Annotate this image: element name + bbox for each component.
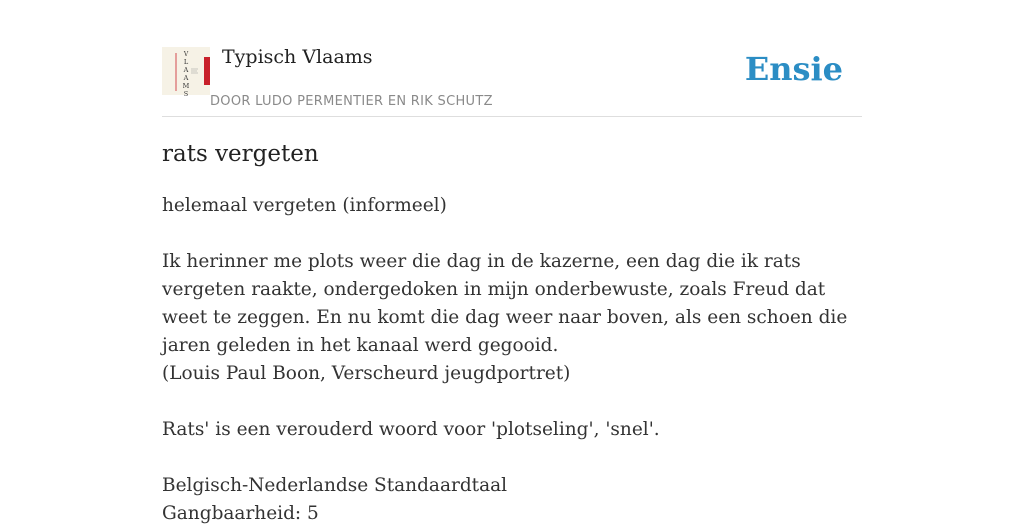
dictionary-entry <box>162 138 862 528</box>
logo-letter: A <box>183 74 189 82</box>
logo-letter: V <box>183 51 189 58</box>
entry-body: helemaal vergeten (informeel) Ik herinner me plots weer die dag in de kazerne, een dag die ik rats vergeten raakte, ondergedoken in mijn onderbewuste, zoals Freud dat weet te zeggen. En nu komt die dag weer naar boven, als een schoen die jaren geleden in het kanaal werd gegooid. (Louis Paul Boon, Verscheurd jeugdportret) Rats' is een verouderd woord voor 'plotseling', 'snel'. Belgisch-Nederlandse Standaardtaal Gangbaarheid: 5 <box>162 195 848 524</box>
logo-letter: S <box>183 90 189 98</box>
ensie-logo-link[interactable]: Ensie <box>744 50 843 88</box>
book-cover-graphic <box>162 47 210 98</box>
entry-title: rats vergeten <box>162 141 319 167</box>
logo-letter: M <box>182 82 190 90</box>
logo-letter: L <box>183 58 189 66</box>
logo-letter: A <box>183 66 189 74</box>
book-authors: DOOR LUDO PERMENTIER EN RIK SCHUTZ <box>210 94 493 109</box>
book-title[interactable]: Typisch Vlaams <box>222 46 373 68</box>
book-header <box>162 44 862 117</box>
book-cover-icon[interactable] <box>162 47 210 98</box>
